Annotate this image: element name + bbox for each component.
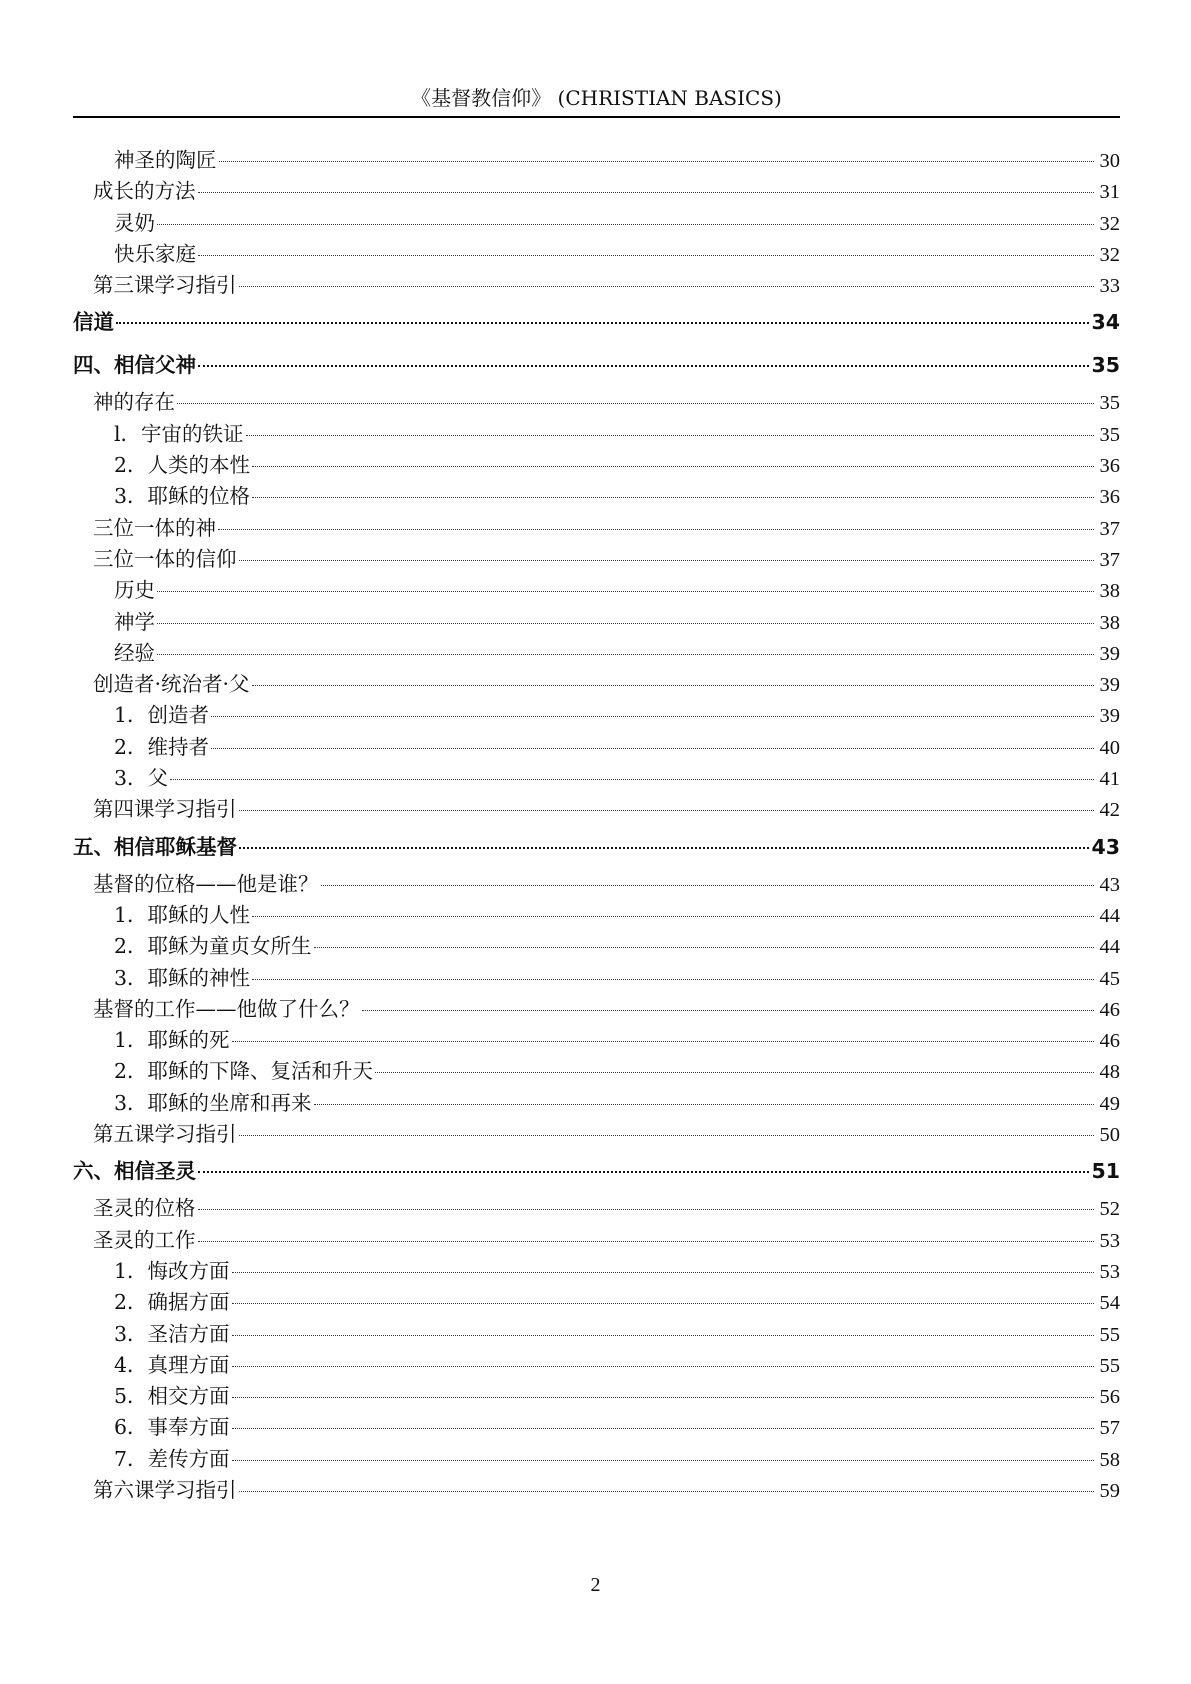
dot-leader <box>239 809 1095 811</box>
toc-entry[interactable] <box>73 763 1120 794</box>
dot-leader <box>232 1365 1094 1367</box>
toc-entry-page: 44 <box>1099 904 1120 927</box>
toc-entry-page: 55 <box>1099 1354 1120 1377</box>
toc-entry-label: 1．耶稣的死 <box>114 1028 230 1053</box>
toc-entry-page: 49 <box>1099 1092 1120 1115</box>
toc-entry-label: 6．事奉方面 <box>114 1415 230 1440</box>
page-header <box>73 84 1120 118</box>
toc-entry-page: 46 <box>1099 1030 1120 1053</box>
toc-entry-page: 39 <box>1099 674 1120 697</box>
dot-leader <box>198 191 1095 193</box>
toc-entry-label: 1．悔改方面 <box>114 1258 230 1283</box>
dot-leader <box>252 465 1094 467</box>
toc-entry-page: 45 <box>1099 967 1120 990</box>
toc-entry-page: 38 <box>1099 611 1120 634</box>
toc-entry-label: 基督的位格——他是谁？ <box>93 871 319 896</box>
toc-entry-page: 56 <box>1099 1386 1120 1409</box>
toc-entry[interactable] <box>73 1475 1120 1506</box>
toc-entry-page: 35 <box>1099 423 1120 446</box>
toc-entry-page: 35 <box>1091 353 1120 378</box>
toc-entry-label: 2．耶稣为童贞女所生 <box>114 934 312 959</box>
toc-entry-label: 1．创造者 <box>114 703 210 728</box>
toc-entry-page: 30 <box>1099 150 1120 172</box>
dot-leader <box>198 1240 1095 1242</box>
toc-entry[interactable] <box>73 1256 1120 1287</box>
dot-leader <box>219 160 1095 162</box>
toc-entry-label: 三位一体的信仰 <box>93 546 237 571</box>
dot-leader <box>232 1040 1094 1042</box>
toc-entry-label: 第四课学习指引 <box>93 797 237 822</box>
toc-entry[interactable] <box>73 176 1120 207</box>
toc-entry[interactable] <box>73 1193 1120 1224</box>
toc-entry-page: 31 <box>1099 181 1120 204</box>
dot-leader <box>362 1009 1095 1011</box>
toc-entry[interactable] <box>73 1225 1120 1256</box>
toc-entry-page: 55 <box>1099 1323 1120 1346</box>
dot-leader <box>157 223 1094 225</box>
toc-entry[interactable] <box>73 1444 1120 1475</box>
table-of-contents <box>73 145 1120 1506</box>
toc-entry[interactable] <box>73 638 1120 669</box>
toc-entry-label: 信道 <box>73 310 114 335</box>
dot-leader <box>239 285 1095 287</box>
toc-entry-page: 32 <box>1099 243 1120 266</box>
toc-entry-label: 7．差传方面 <box>114 1446 230 1471</box>
page-number: 2 <box>590 1574 601 1596</box>
dot-leader <box>239 846 1089 849</box>
toc-entry[interactable] <box>73 208 1120 239</box>
toc-entry-label: 3．耶稣的位格 <box>114 484 251 509</box>
dot-leader <box>232 1302 1094 1304</box>
dot-leader <box>314 946 1094 948</box>
toc-entry-label: 第三课学习指引 <box>93 273 237 298</box>
toc-entry-label: 基督的工作——他做了什么？ <box>93 996 360 1021</box>
dot-leader <box>239 1490 1095 1492</box>
dot-leader <box>198 364 1089 367</box>
toc-entry-page: 38 <box>1099 580 1120 603</box>
toc-entry-label: 圣灵的位格 <box>93 1196 196 1221</box>
toc-entry[interactable] <box>73 387 1120 418</box>
dot-leader <box>218 528 1094 530</box>
toc-entry-label: 神的存在 <box>93 390 175 415</box>
dot-leader <box>170 778 1094 780</box>
toc-entry[interactable] <box>73 575 1120 606</box>
toc-entry-page: 39 <box>1099 642 1120 665</box>
toc-entry-page: 48 <box>1099 1061 1120 1084</box>
toc-entry-page: 41 <box>1099 768 1120 791</box>
dot-leader <box>232 1396 1094 1398</box>
toc-entry[interactable] <box>73 869 1120 900</box>
toc-entry-page: 53 <box>1099 1260 1120 1283</box>
toc-entry-page: 52 <box>1099 1198 1120 1221</box>
toc-entry-label: 2．维持者 <box>114 734 210 759</box>
toc-entry[interactable] <box>73 1119 1120 1150</box>
toc-entry[interactable] <box>73 963 1120 994</box>
toc-entry[interactable] <box>73 1412 1120 1443</box>
toc-entry-label: 创造者·统治者·父 <box>93 672 250 697</box>
toc-entry[interactable] <box>73 239 1120 270</box>
dot-leader <box>314 1103 1094 1105</box>
toc-entry-label: 四、相信父神 <box>73 353 196 378</box>
toc-entry-page: 36 <box>1099 455 1120 478</box>
dot-leader <box>157 653 1094 655</box>
toc-entry[interactable] <box>73 1088 1120 1119</box>
dot-leader <box>211 715 1094 717</box>
dot-leader <box>198 1208 1095 1210</box>
toc-entry[interactable] <box>73 513 1120 544</box>
toc-entry-label: 神学 <box>114 609 155 634</box>
toc-entry-page: 58 <box>1099 1448 1120 1471</box>
toc-entry-page: 44 <box>1099 936 1120 959</box>
dot-leader <box>375 1071 1094 1073</box>
toc-entry[interactable] <box>73 1025 1120 1056</box>
toc-entry-page: 34 <box>1091 310 1120 335</box>
toc-entry-page: 32 <box>1099 212 1120 235</box>
toc-entry[interactable] <box>73 794 1120 825</box>
toc-entry-page: 50 <box>1099 1124 1120 1147</box>
toc-entry-label: 2．人类的本性 <box>114 453 251 478</box>
dot-leader <box>232 1459 1094 1461</box>
toc-entry-label: 圣灵的工作 <box>93 1227 196 1252</box>
toc-entry-page: 59 <box>1099 1479 1120 1502</box>
toc-entry-page: 40 <box>1099 736 1120 759</box>
dot-leader <box>116 321 1089 324</box>
toc-entry-label: 3．父 <box>114 766 169 791</box>
dot-leader <box>232 1427 1094 1429</box>
toc-entry-label: 3．耶稣的坐席和再来 <box>114 1090 312 1115</box>
toc-entry[interactable] <box>73 419 1120 450</box>
toc-entry[interactable] <box>73 145 1120 176</box>
toc-entry[interactable] <box>73 931 1120 962</box>
dot-leader <box>232 1334 1094 1336</box>
toc-entry[interactable] <box>73 669 1120 700</box>
toc-entry[interactable] <box>73 1350 1120 1381</box>
toc-entry[interactable] <box>73 544 1120 575</box>
toc-entry-page: 51 <box>1091 1159 1120 1184</box>
toc-entry-label: 第五课学习指引 <box>93 1122 237 1147</box>
toc-entry-label: 3．耶稣的神性 <box>114 965 251 990</box>
dot-leader <box>232 1271 1094 1273</box>
dot-leader <box>157 590 1094 592</box>
toc-entry-label: 经验 <box>114 640 155 665</box>
dot-leader <box>246 434 1094 436</box>
toc-entry-label: 灵奶 <box>114 210 155 235</box>
dot-leader <box>239 1134 1095 1136</box>
toc-entry-page: 33 <box>1099 275 1120 298</box>
toc-entry[interactable] <box>73 700 1120 731</box>
toc-entry-page: 42 <box>1099 799 1120 822</box>
toc-entry-label: 快乐家庭 <box>114 241 196 266</box>
toc-entry[interactable] <box>73 1287 1120 1318</box>
toc-entry[interactable] <box>73 1319 1120 1350</box>
toc-chapter-entry[interactable] <box>73 1150 1120 1193</box>
toc-entry-page: 57 <box>1099 1417 1120 1440</box>
dot-leader <box>198 254 1094 256</box>
toc-entry[interactable] <box>73 732 1120 763</box>
toc-entry-page: 43 <box>1091 834 1120 859</box>
toc-entry-label: 历史 <box>114 578 155 603</box>
toc-entry-label: 4．真理方面 <box>114 1352 230 1377</box>
toc-entry-label: 第六课学习指引 <box>93 1477 237 1502</box>
toc-entry[interactable] <box>73 607 1120 638</box>
toc-entry[interactable] <box>73 1056 1120 1087</box>
toc-entry-label: 2．耶稣的下降、复活和升天 <box>114 1059 374 1084</box>
dot-leader <box>252 496 1094 498</box>
toc-entry[interactable] <box>73 1381 1120 1412</box>
toc-entry-page: 54 <box>1099 1292 1120 1315</box>
toc-entry-page: 43 <box>1099 873 1120 896</box>
toc-entry-label: 2．确据方面 <box>114 1290 230 1315</box>
toc-chapter-entry[interactable] <box>73 344 1120 387</box>
dot-leader <box>252 978 1094 980</box>
toc-entry-page: 53 <box>1099 1229 1120 1252</box>
toc-entry-page: 37 <box>1099 548 1120 571</box>
toc-entry-page: 37 <box>1099 517 1120 540</box>
dot-leader <box>157 622 1094 624</box>
toc-entry[interactable] <box>73 994 1120 1025</box>
header-title: 《基督教信仰》 (CHRISTIAN BASICS) <box>411 86 782 110</box>
toc-entry[interactable] <box>73 450 1120 481</box>
toc-entry-label: 神圣的陶匠 <box>114 148 217 172</box>
toc-entry-page: 36 <box>1099 486 1120 509</box>
toc-entry[interactable] <box>73 900 1120 931</box>
toc-chapter-entry[interactable] <box>73 826 1120 869</box>
toc-entry-page: 46 <box>1099 998 1120 1021</box>
toc-entry-label: 六、相信圣灵 <box>73 1159 196 1184</box>
dot-leader <box>177 402 1094 404</box>
toc-entry-label: 三位一体的神 <box>93 515 216 540</box>
toc-entry-page: 35 <box>1099 392 1120 415</box>
dot-leader <box>211 747 1094 749</box>
toc-entry-label: l．宇宙的铁证 <box>114 421 244 446</box>
toc-entry[interactable] <box>73 481 1120 512</box>
toc-entry-label: 5．相交方面 <box>114 1384 230 1409</box>
dot-leader <box>321 884 1095 886</box>
dot-leader <box>252 684 1094 686</box>
dot-leader <box>252 915 1094 917</box>
toc-chapter-entry[interactable] <box>73 301 1120 344</box>
dot-leader <box>239 559 1095 561</box>
toc-entry-label: 1．耶稣的人性 <box>114 902 251 927</box>
toc-entry-page: 39 <box>1099 705 1120 728</box>
toc-entry-label: 五、相信耶稣基督 <box>73 834 237 859</box>
toc-entry[interactable] <box>73 270 1120 301</box>
dot-leader <box>198 1170 1089 1173</box>
toc-entry-label: 成长的方法 <box>93 179 196 204</box>
toc-entry-label: 3．圣洁方面 <box>114 1321 230 1346</box>
